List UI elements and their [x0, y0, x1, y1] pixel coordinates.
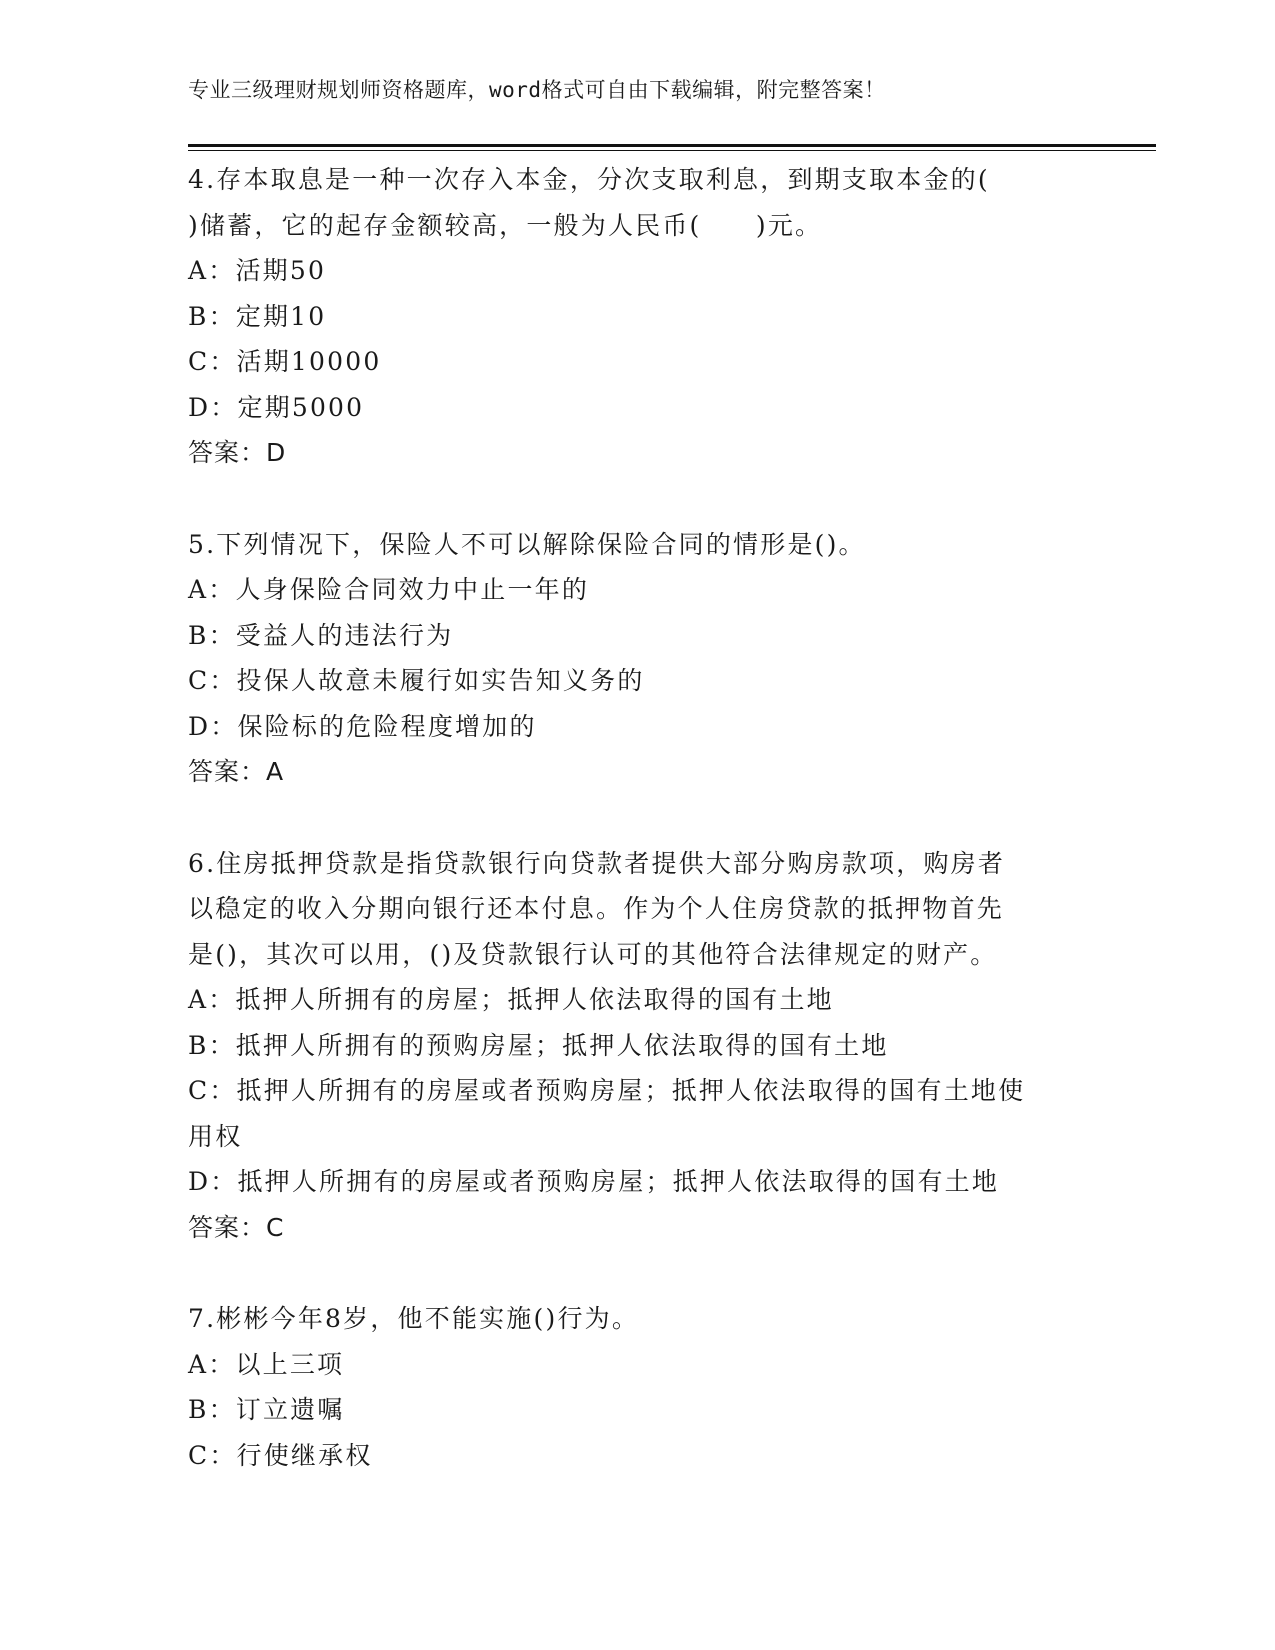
- option-c-continued: 用权: [188, 1121, 243, 1151]
- answer-label: 答案：A: [188, 757, 285, 786]
- option-d: D：定期5000: [188, 392, 365, 422]
- answer-label: 答案：D: [188, 438, 287, 467]
- option-b: B：抵押人所拥有的预购房屋；抵押人依法取得的国有土地: [188, 1030, 889, 1060]
- question-5: [188, 522, 1088, 795]
- question-text: 是()，其次可以用，()及贷款银行认可的其他符合法律规定的财产。: [188, 939, 998, 969]
- question-text: 5.下列情况下，保险人不可以解除保险合同的情形是()。: [188, 529, 866, 559]
- option-a: A：人身保险合同效力中止一年的: [188, 575, 590, 604]
- question-4: [188, 157, 1088, 476]
- question-text: 7.彬彬今年8岁，他不能实施()行为。: [188, 1304, 640, 1333]
- question-text: 以稳定的收入分期向银行还本付息。作为个人住房贷款的抵押物首先: [188, 894, 1005, 923]
- question-text: )储蓄，它的起存金额较高，一般为人民币( )元。: [188, 210, 823, 240]
- header-divider-thin: [188, 150, 1156, 151]
- question-6: [188, 841, 1088, 1251]
- option-a: A：抵押人所拥有的房屋；抵押人依法取得的国有土地: [188, 985, 834, 1014]
- option-d: D：保险标的危险程度增加的: [188, 711, 537, 741]
- option-b: B：受益人的违法行为: [188, 620, 454, 650]
- option-a: A：以上三项: [188, 1349, 345, 1379]
- option-c: C：抵押人所拥有的房屋或者预购房屋；抵押人依法取得的国有土地使: [188, 1076, 1026, 1105]
- option-d: D：抵押人所拥有的房屋或者预购房屋；抵押人依法取得的国有土地: [188, 1167, 1000, 1196]
- question-7: [188, 1296, 1088, 1478]
- option-c: C：投保人故意未履行如实告知义务的: [188, 666, 645, 695]
- question-text: 6.住房抵押贷款是指贷款银行向贷款者提供大部分购房款项，购房者: [188, 848, 1006, 878]
- question-text: 4.存本取息是一种一次存入本金，分次支取利息，到期支取本金的(: [188, 165, 990, 194]
- option-b: B：订立遗嘱: [188, 1395, 345, 1424]
- option-b: B：定期10: [188, 301, 327, 331]
- header-divider-thick: [188, 144, 1156, 147]
- answer-label: 答案：C: [188, 1212, 285, 1242]
- question-list: [188, 157, 1088, 1524]
- page-header: 专业三级理财规划师资格题库，word格式可自由下载编辑，附完整答案！: [188, 78, 886, 102]
- option-c: C：行使继承权: [188, 1440, 373, 1470]
- option-c: C：活期10000: [188, 347, 382, 376]
- option-a: A：活期50: [188, 256, 327, 285]
